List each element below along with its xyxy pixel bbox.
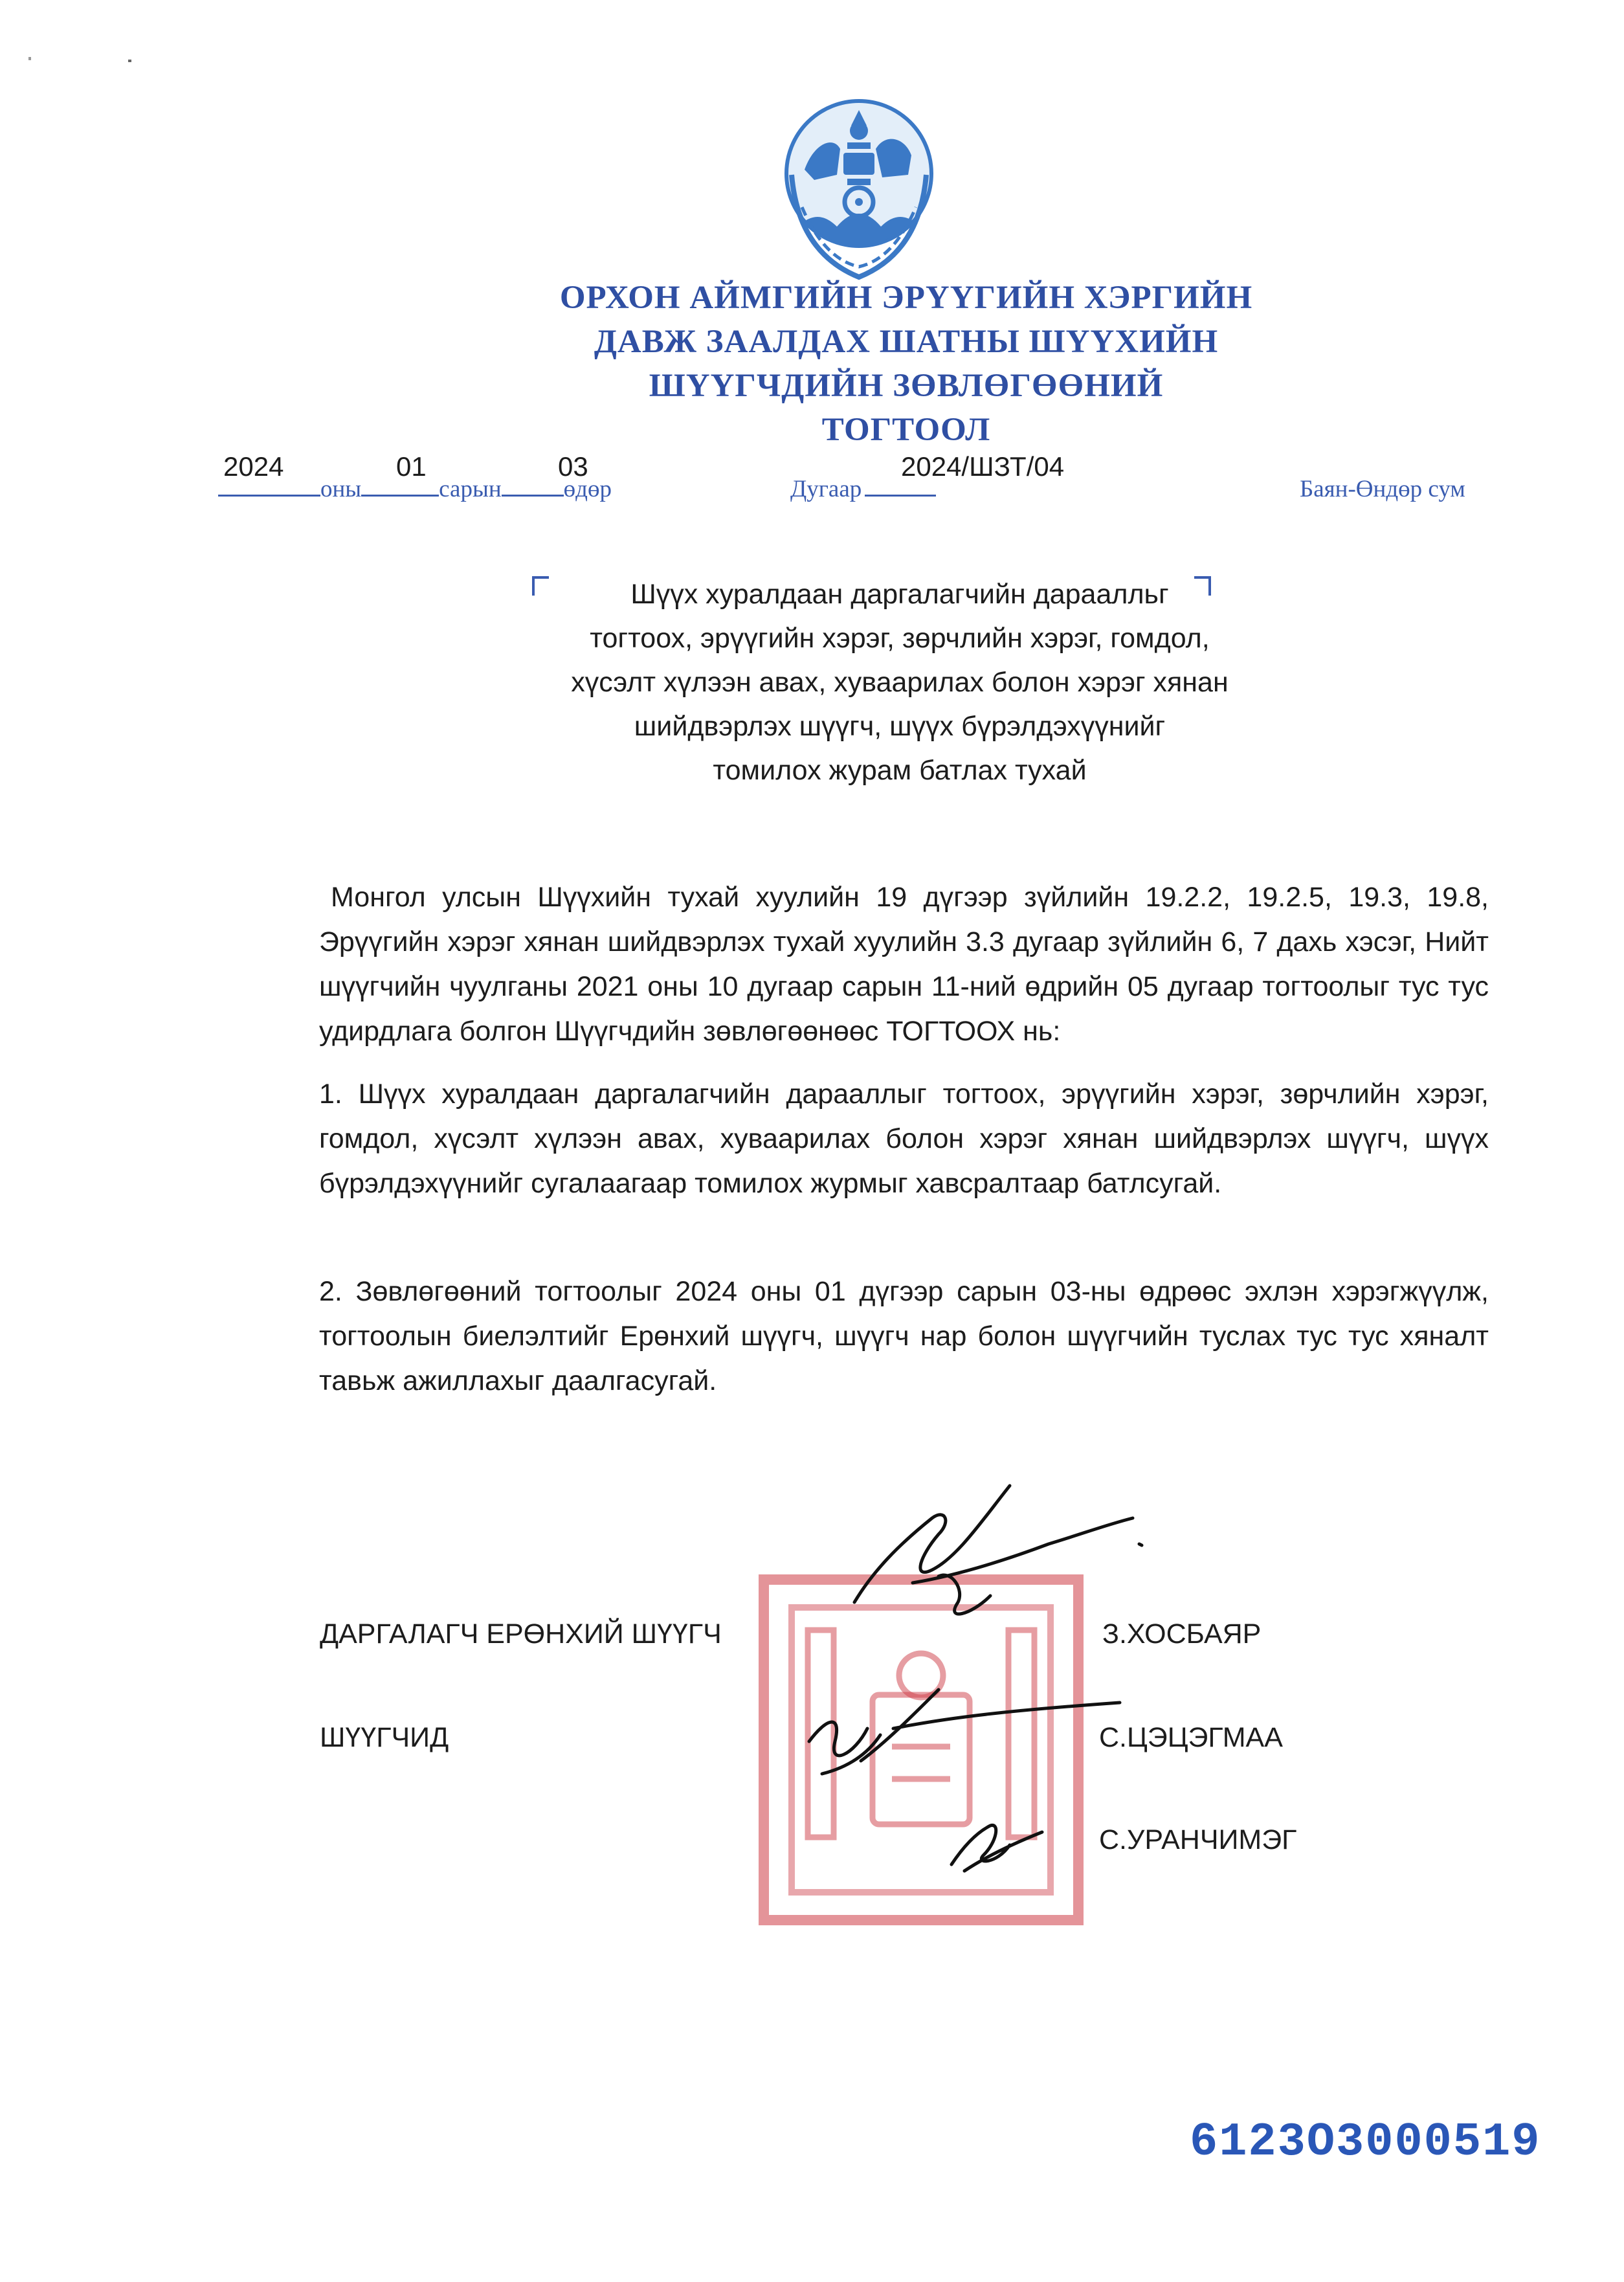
header-line-3: ШҮҮГЧДИЙН ЗӨВЛӨГӨӨНИЙ bbox=[649, 368, 1164, 404]
date-day-value: 03 bbox=[558, 451, 588, 482]
document-number-value: 2024/ШЗТ/04 bbox=[901, 451, 1065, 482]
intro-paragraph: Монгол улсын Шүүхийн тухай хуулийн 19 дүгээр зүйлийн 19.2.2, 19.2.5, 19.3, 19.8, Эрүүгийн хэрэг хянан шийдвэрлэх тухай хуулийн 3.3 дугаар зүйлийн 6, 7 дахь хэсэг, Нийт шүүгчийн чуулганы 2021 оны 10 дугаар сарын 11-ний өдрийн 05 дугаар тогтоолыг тус тус удирдлага болгон Шүүгчдийн зөвлөгөөнөөс ТОГТООХ нь: bbox=[319, 882, 1489, 1047]
month-label: сарын bbox=[439, 476, 502, 502]
day-label: өдөр bbox=[563, 476, 612, 502]
signature-judge-2 bbox=[939, 1806, 1055, 1884]
resolution-item-2: 2. Зөвлөгөөний тогтоолыг 2024 оны 01 дүгээр сарын 03-ны өдрөөс эхлэн хэрэгжүүлж, тогтоолын биелэлтийг Ерөнхий шүүгч, шүүгч нар болон шүүгчийн туслах тус тус хяналт тавьж ажиллахыг даалгасугай. bbox=[319, 1276, 1489, 1396]
day-blank bbox=[502, 495, 564, 497]
judge-2-name: С.УРАНЧИМЭГ bbox=[1099, 1824, 1297, 1855]
subject-line: Шүүх хуралдаан даргалагчийн дараалльг bbox=[630, 579, 1169, 610]
state-emblem-icon bbox=[779, 97, 939, 282]
judge-1-name: С.ЦЭЦЭГМАА bbox=[1099, 1722, 1283, 1753]
date-year-value: 2024 bbox=[223, 451, 284, 482]
subject-line: тогтоох, эрүүгийн хэрэг, зөрчлийн хэрэг, гомдол, bbox=[590, 623, 1210, 654]
number-blank bbox=[865, 495, 936, 497]
header-line-2: ДАВЖ ЗААЛДАХ ШАТНЫ ШҮҮХИЙН bbox=[594, 324, 1219, 360]
subject-line: томилох журам батлах тухай bbox=[713, 755, 1087, 786]
chair-name: З.ХОСБАЯР bbox=[1102, 1618, 1262, 1650]
chair-title: ДАРГАЛАГЧ ЕРӨНХИЙ ШҮҮГЧ bbox=[320, 1618, 722, 1650]
scan-speck bbox=[128, 60, 131, 62]
subject-line: шийдвэрлэх шүүгч, шүүх бүрэлдэхүүнийг bbox=[634, 711, 1166, 742]
serial-number: 6123O3000519 bbox=[1190, 2116, 1541, 2169]
document-subject bbox=[453, 572, 1346, 792]
document-header bbox=[388, 276, 1424, 452]
judges-title: ШҮҮГЧИД bbox=[320, 1722, 449, 1753]
year-blank bbox=[218, 495, 320, 497]
date-line bbox=[218, 475, 612, 503]
location-label: Баян-Өндөр сум bbox=[1300, 476, 1465, 502]
scan-speck bbox=[28, 57, 31, 60]
signature-judge-1 bbox=[796, 1677, 1133, 1800]
month-blank bbox=[361, 495, 439, 497]
resolution-item-1: 1. Шүүх хуралдаан даргалагчийн дарааллыг тогтоох, эрүүгийн хэрэг, зөрчлийн хэрэг, гомдол, хүсэлт хүлээн авах, хуваарилах болон хэрэг хянан шийдвэрлэх шүүгч, шүүх бүрэлдэхүүнийг сугалаагаар томилох журмыг хавсралтаар батлсугай. bbox=[319, 1079, 1489, 1199]
header-line-4: ТОГТООЛ bbox=[821, 412, 991, 448]
subject-line: хүсэлт хүлээн авах, хуваарилах болон хэрэг хянан bbox=[571, 667, 1229, 698]
number-line bbox=[790, 475, 936, 503]
date-month-value: 01 bbox=[396, 451, 427, 482]
year-label: оны bbox=[320, 476, 362, 502]
number-label: Дугаар bbox=[790, 476, 862, 502]
header-line-1: ОРХОН АЙМГИЙН ЭРҮҮГИЙН ХЭРГИЙН bbox=[559, 280, 1253, 316]
